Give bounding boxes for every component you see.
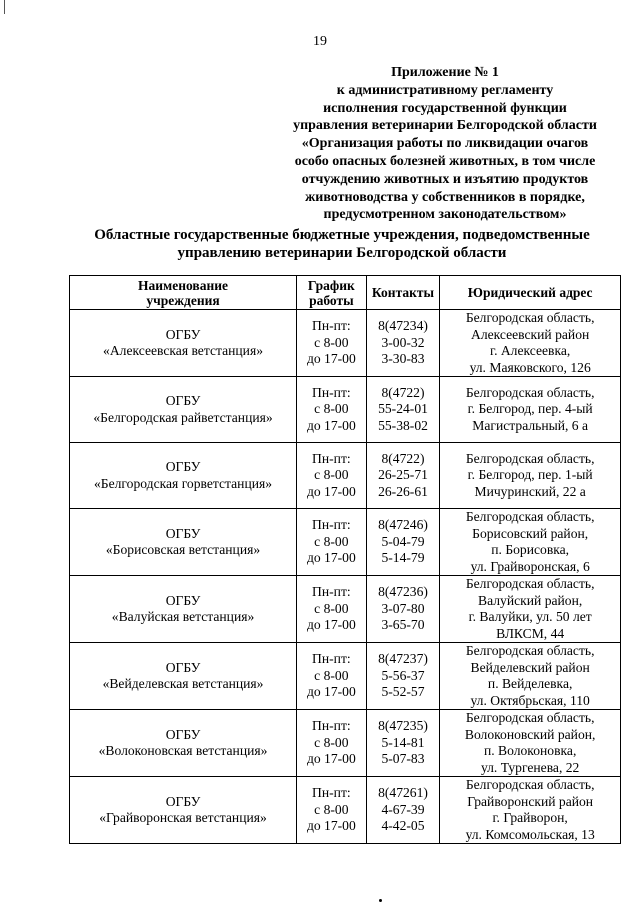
- header-text: работы: [309, 292, 354, 308]
- page-number: 19: [313, 34, 327, 49]
- schedule-line: с 8-00: [314, 533, 349, 549]
- appendix-line: Приложение № 1: [391, 65, 499, 80]
- address-line: Белгородская область,: [465, 710, 595, 725]
- address-line: Магистральный, 6 а: [472, 417, 589, 433]
- header-name: [70, 276, 297, 310]
- address-line: Белгородская область,: [465, 509, 595, 524]
- schedule-line: Пн-пт:: [312, 785, 351, 801]
- cell-contacts: [366, 777, 440, 844]
- address-line: г. Валуйки, ул. 50 лет: [468, 609, 592, 624]
- cell-address: [440, 377, 621, 443]
- appendix-line: управления ветеринарии Белгородской области: [293, 118, 597, 134]
- schedule-line: с 8-00: [314, 734, 349, 750]
- appendix-line: предусмотренном законодательством»: [323, 207, 567, 223]
- appendix-line: животноводства у собственников в порядке,: [305, 189, 585, 205]
- cell-address: [440, 576, 621, 643]
- cell-name: [70, 377, 297, 443]
- appendix-line: «Организация работы по ликвидации очагов: [301, 136, 589, 152]
- name-line: «Борисовская ветстанция»: [105, 542, 261, 557]
- cell-name: [70, 643, 297, 710]
- cell-schedule: [297, 310, 367, 377]
- schedule-line: до 17-00: [306, 617, 356, 633]
- address-line: п. Борисовка,: [491, 542, 570, 557]
- address-line: г. Белгород, пер. 4-ый: [467, 401, 593, 417]
- contacts-line: 5-14-81: [381, 734, 425, 750]
- cell-name: [70, 777, 297, 844]
- cell-contacts: [366, 710, 440, 777]
- heading-line: управлению ветеринарии Белгородской области: [177, 244, 507, 261]
- cell-name: [70, 443, 297, 509]
- cell-contacts: [366, 509, 440, 576]
- name-line: «Белгородская райветстанция»: [93, 409, 273, 425]
- contacts-line: 8(47237): [378, 651, 428, 667]
- schedule-line: до 17-00: [306, 351, 356, 367]
- cell-schedule: [297, 643, 367, 710]
- schedule-line: Пн-пт:: [312, 318, 351, 334]
- scan-dot: [379, 899, 382, 902]
- schedule-line: до 17-00: [306, 684, 356, 700]
- contacts-line: 3-30-83: [381, 351, 425, 367]
- table-row: [70, 777, 621, 844]
- cell-schedule: [297, 509, 367, 576]
- schedule-line: до 17-00: [306, 751, 356, 767]
- contacts-line: 5-07-83: [381, 751, 425, 767]
- table-row: [70, 576, 621, 643]
- name-line: «Алексеевская ветстанция»: [103, 343, 263, 358]
- schedule-line: с 8-00: [314, 600, 349, 616]
- contacts-line: 4-67-39: [381, 801, 425, 817]
- table-row: [70, 377, 621, 443]
- institutions-table: [69, 275, 621, 844]
- address-line: Волоконовский район,: [464, 726, 596, 742]
- contacts-line: 5-04-79: [381, 533, 425, 549]
- address-line: ул. Октябрьская, 110: [470, 692, 590, 708]
- cell-schedule: [297, 576, 367, 643]
- schedule-line: Пн-пт:: [312, 517, 351, 533]
- address-line: п. Волоконовка,: [483, 743, 577, 758]
- table-body: [70, 310, 621, 844]
- contacts-line: 3-00-32: [381, 334, 425, 350]
- contacts-line: 26-25-71: [378, 467, 428, 483]
- name-line: «Вейделевская ветстанция»: [102, 676, 264, 691]
- name-line: ОГБУ: [165, 459, 201, 474]
- address-line: Белгородская область,: [465, 384, 595, 400]
- name-line: ОГБУ: [165, 393, 201, 408]
- cell-schedule: [297, 710, 367, 777]
- name-line: ОГБУ: [165, 592, 201, 608]
- cell-address: [440, 509, 621, 576]
- table-row: [70, 509, 621, 576]
- table-row: [70, 310, 621, 377]
- schedule-line: Пн-пт:: [312, 450, 351, 466]
- address-line: Белгородская область,: [465, 450, 595, 466]
- cell-name: [70, 576, 297, 643]
- schedule-line: с 8-00: [314, 467, 349, 483]
- cell-address: [440, 310, 621, 377]
- address-line: Белгородская область,: [465, 777, 595, 792]
- name-line: ОГБУ: [165, 525, 201, 541]
- contacts-line: 55-24-01: [378, 401, 428, 417]
- heading-line: Областные государственные бюджетные учреждения, подведомственные: [94, 227, 590, 243]
- cell-address: [440, 643, 621, 710]
- address-line: ВЛКСМ, 44: [496, 625, 565, 641]
- cell-schedule: [297, 377, 367, 443]
- address-line: Белгородская область,: [465, 643, 595, 658]
- cell-address: [440, 443, 621, 509]
- schedule-line: до 17-00: [306, 417, 356, 433]
- contacts-line: 8(47246): [378, 517, 428, 533]
- contacts-line: 8(47234): [378, 318, 428, 334]
- header-address: [440, 276, 621, 310]
- contacts-line: 8(47261): [378, 785, 428, 801]
- schedule-line: до 17-00: [306, 483, 356, 499]
- contacts-line: 3-07-80: [381, 600, 425, 616]
- address-line: Белгородская область,: [465, 576, 595, 591]
- schedule-line: с 8-00: [314, 334, 349, 350]
- address-line: ул. Комсомольская, 13: [465, 826, 595, 842]
- header-schedule: [297, 276, 367, 310]
- contacts-line: 3-65-70: [381, 617, 425, 633]
- cell-schedule: [297, 777, 367, 844]
- table-header-row: [70, 276, 621, 310]
- address-line: Борисовский район,: [472, 525, 589, 541]
- address-line: ул. Тургенева, 22: [480, 759, 580, 775]
- address-line: г. Белгород, пер. 1-ый: [467, 467, 593, 483]
- appendix-line: отчуждению животных и изъятию продуктов: [301, 171, 589, 187]
- table-row: [70, 443, 621, 509]
- name-line: ОГБУ: [165, 726, 201, 742]
- address-line: Алексеевский район: [471, 326, 590, 342]
- address-line: Вейделевский район: [470, 659, 590, 675]
- table-row: [70, 710, 621, 777]
- address-line: Мичуринский, 22 а: [474, 483, 586, 499]
- cell-contacts: [366, 576, 440, 643]
- address-line: г. Алексеевка,: [490, 343, 571, 358]
- appendix-line: исполнения государственной функции: [323, 100, 567, 116]
- cell-address: [440, 710, 621, 777]
- schedule-line: Пн-пт:: [312, 584, 351, 600]
- contacts-line: 26-26-61: [378, 483, 428, 499]
- schedule-line: с 8-00: [314, 401, 349, 417]
- contacts-line: 8(4722): [381, 450, 425, 466]
- schedule-line: до 17-00: [306, 818, 356, 834]
- name-line: ОГБУ: [165, 793, 201, 809]
- contacts-line: 4-42-05: [381, 818, 425, 834]
- contacts-line: 5-52-57: [381, 684, 425, 700]
- cell-contacts: [366, 443, 440, 509]
- address-line: п. Вейделевка,: [487, 676, 573, 691]
- address-line: г. Грайворон,: [492, 810, 568, 825]
- cell-schedule: [297, 443, 367, 509]
- header-text: Контакты: [371, 285, 435, 300]
- address-line: ул. Грайворонская, 6: [470, 558, 590, 574]
- name-line: «Белгородская горветстанция»: [94, 475, 273, 491]
- document-heading: [62, 227, 622, 262]
- cell-name: [70, 509, 297, 576]
- appendix-line: особо опасных болезней животных, в том числе: [294, 153, 596, 169]
- appendix-line: к административному регламенту: [336, 82, 554, 98]
- contacts-line: 8(4722): [381, 384, 425, 400]
- scan-edge-mark: [4, 0, 5, 14]
- name-line: «Валуйская ветстанция»: [111, 609, 255, 624]
- cell-contacts: [366, 377, 440, 443]
- contacts-line: 55-38-02: [378, 417, 428, 433]
- schedule-line: Пн-пт:: [312, 718, 351, 734]
- address-line: Валуйский район,: [478, 592, 583, 608]
- header-text: Юридический адрес: [467, 285, 593, 300]
- cell-contacts: [366, 643, 440, 710]
- cell-name: [70, 710, 297, 777]
- name-line: ОГБУ: [165, 326, 201, 342]
- name-line: ОГБУ: [165, 659, 201, 675]
- header-text: График: [307, 277, 355, 293]
- address-line: Грайворонский район: [467, 793, 594, 809]
- contacts-line: 5-14-79: [381, 550, 425, 566]
- address-line: Белгородская область,: [465, 310, 595, 325]
- cell-address: [440, 777, 621, 844]
- schedule-line: Пн-пт:: [312, 651, 351, 667]
- contacts-line: 5-56-37: [381, 667, 425, 683]
- name-line: «Волоконовская ветстанция»: [98, 743, 268, 758]
- header-text: учреждения: [146, 292, 220, 308]
- cell-contacts: [366, 310, 440, 377]
- address-line: ул. Маяковского, 126: [469, 359, 591, 375]
- table-row: [70, 643, 621, 710]
- header-text: Наименование: [138, 277, 229, 293]
- contacts-line: 8(47236): [378, 584, 428, 600]
- appendix-caption: [270, 64, 620, 224]
- contacts-line: 8(47235): [378, 718, 428, 734]
- header-contacts: [366, 276, 440, 310]
- name-line: «Грайворонская ветстанция»: [99, 810, 267, 825]
- schedule-line: с 8-00: [314, 667, 349, 683]
- schedule-line: с 8-00: [314, 801, 349, 817]
- schedule-line: до 17-00: [306, 550, 356, 566]
- schedule-line: Пн-пт:: [312, 384, 351, 400]
- cell-name: [70, 310, 297, 377]
